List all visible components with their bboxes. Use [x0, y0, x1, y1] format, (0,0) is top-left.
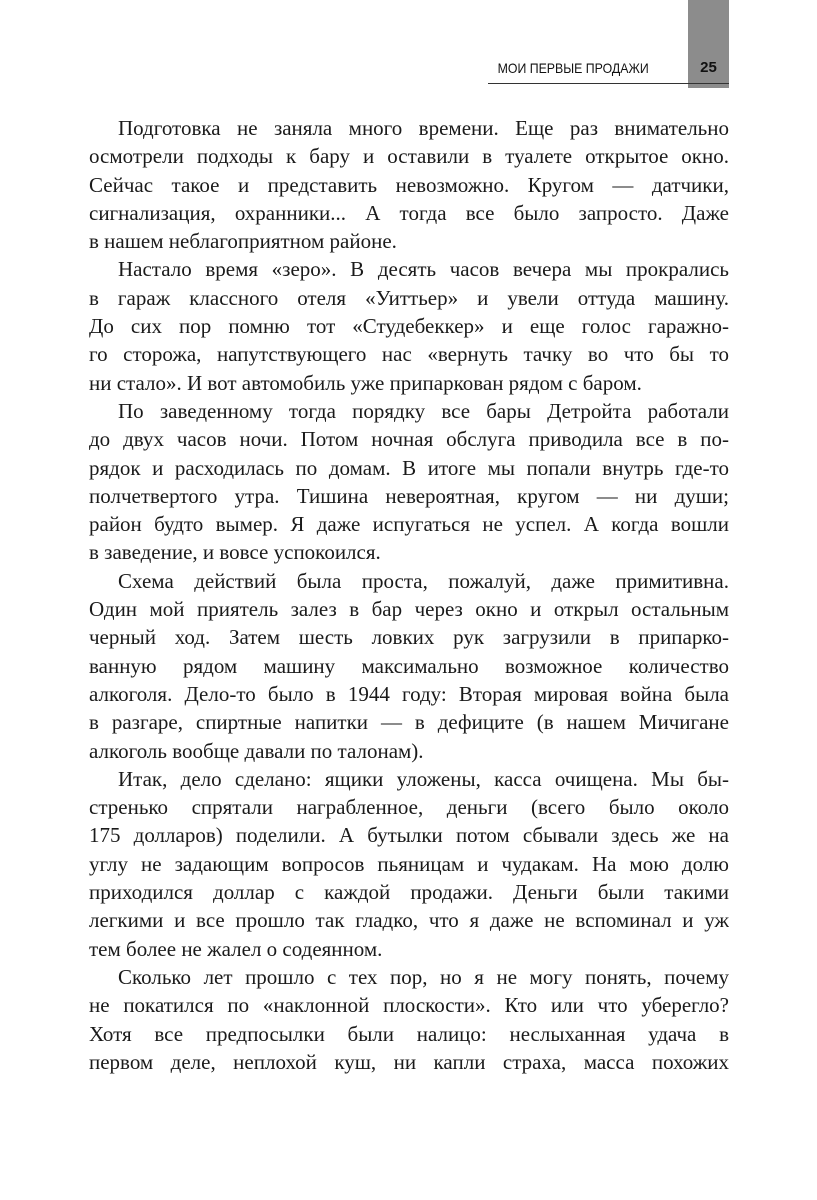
- paragraph: [89, 397, 729, 567]
- text-line: в нашем неблагоприятном районе.: [89, 229, 397, 254]
- text-line: алкоголь вообще давали по талонам).: [89, 738, 424, 763]
- text-line: го сторожа, напутствующего нас «вернуть тачку во что бы то: [89, 342, 729, 367]
- text-line: ванную рядом машину максимально возможное количество: [89, 653, 729, 678]
- text-line: Итак, дело сделано: ящики уложены, касса очищена. Мы бы-: [118, 766, 729, 791]
- text-line: Подготовка не заняла много времени. Еще раз внимательно: [118, 116, 729, 140]
- text-line: рядок и расходилась по домам. В итоге мы попали внутрь где-то: [89, 455, 729, 480]
- text-line: черный ход. Затем шесть ловких рук загрузили в припарко-: [89, 625, 729, 650]
- text-line: 175 долларов) поделили. А бутылки потом сбывали здесь же на: [89, 823, 729, 848]
- text-line: углу не задающим вопросов пьяницам и чудакам. На мою долю: [89, 851, 729, 876]
- text-line: Схема действий была проста, пожалуй, даже примитивна.: [118, 568, 729, 593]
- text-line: в гараж классного отеля «Уиттьер» и увели оттуда машину.: [89, 285, 729, 310]
- text-line: первом деле, неплохой куш, ни капли страха, масса похожих: [89, 1049, 729, 1074]
- paragraph: [89, 963, 729, 1076]
- running-head: МОИ ПЕРВЫЕ ПРОДАЖИ: [497, 60, 649, 76]
- text-line: До сих пор помню тот «Студебеккер» и еще голос гаражно-: [89, 314, 729, 339]
- text-line: алкоголя. Дело-то было в 1944 году: Вторая мировая война была: [89, 681, 729, 706]
- header-rule: [488, 83, 729, 84]
- text-line: Один мой приятель залез в бар через окно и открыл остальным: [89, 597, 729, 622]
- text-line: в разгаре, спиртные напитки — в дефиците (в нашем Мичигане: [89, 710, 729, 735]
- text-line: район будто вымер. Я даже испугаться не успел. А когда вошли: [89, 512, 729, 537]
- paragraph: [89, 765, 729, 963]
- text-line: ни стало». И вот автомобиль уже припаркован рядом с баром.: [89, 370, 642, 395]
- text-line: полчетвертого утра. Тишина невероятная, кругом — ни души;: [89, 483, 729, 508]
- text-line: стренько спрятали награбленное, деньги (всего было около: [89, 795, 729, 820]
- text-line: Сейчас такое и представить невозможно. Кругом — датчики,: [89, 172, 729, 197]
- text-line: в заведение, и вовсе успокоился.: [89, 540, 381, 565]
- text-line: тем более не жалел о содеянном.: [89, 936, 383, 961]
- paragraph: [89, 255, 729, 396]
- body-text: [89, 114, 729, 1076]
- text-line: до двух часов ночи. Потом ночная обслуга приводила все в по-: [89, 427, 729, 452]
- text-line: не покатился по «наклонной плоскости». Кто или что уберегло?: [89, 993, 729, 1018]
- text-line: сигнализация, охранники... А тогда все было запросто. Даже: [89, 200, 729, 225]
- page-number: 25: [700, 59, 717, 76]
- paragraph: [89, 567, 729, 765]
- text-line: осмотрели подходы к бару и оставили в туалете открытое окно.: [89, 144, 729, 169]
- text-line: легкими и все прошло так гладко, что я даже не вспоминал и уж: [89, 908, 729, 933]
- text-line: По заведенному тогда порядку все бары Детройта работали: [118, 398, 729, 423]
- text-line: Настало время «зеро». В десять часов вечера мы прокрались: [118, 257, 729, 282]
- paragraph: [89, 114, 729, 255]
- text-line: Хотя все предпосылки были налицо: неслыханная удача в: [89, 1021, 729, 1046]
- text-line: Сколько лет прошло с тех пор, но я не могу понять, почему: [118, 964, 729, 989]
- text-line: приходился доллар с каждой продажи. Деньги были такими: [89, 880, 729, 905]
